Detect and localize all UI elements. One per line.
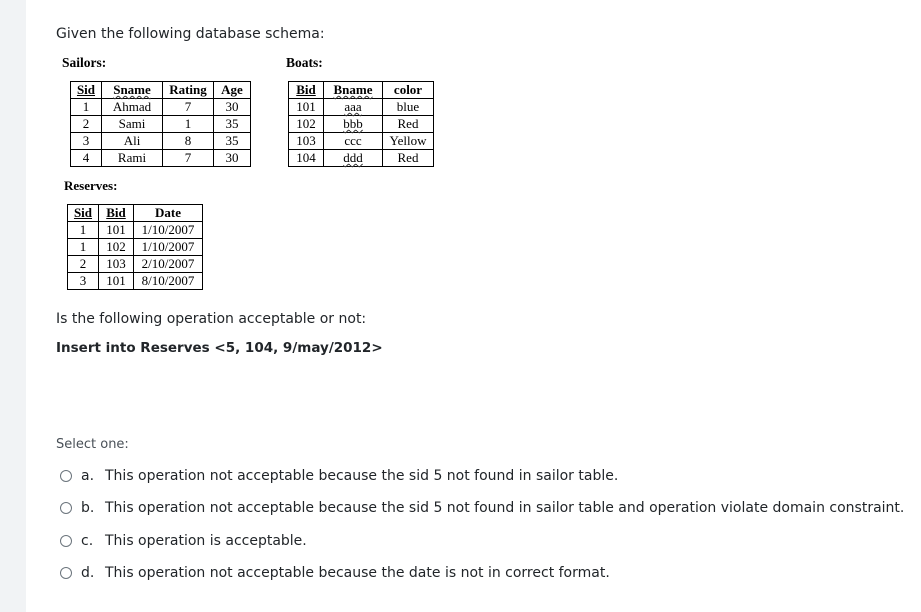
table-cell: 3: [71, 133, 102, 150]
table-cell: ccc: [324, 133, 383, 150]
table-cell: 103: [289, 133, 324, 150]
left-margin-bar: [0, 0, 26, 612]
radio-button-icon[interactable]: [60, 470, 72, 482]
table-cell: Yellow: [383, 133, 434, 150]
option-text: This operation not acceptable because the date is not in correct format.: [105, 565, 610, 581]
table-cell: aaa: [324, 99, 383, 116]
column-header: Sid: [68, 205, 99, 222]
column-header: Date: [134, 205, 203, 222]
answer-option-c[interactable]: [60, 531, 307, 551]
table-row: [68, 273, 203, 290]
column-header: Bname: [324, 82, 383, 99]
select-one-label: Select one:: [56, 437, 129, 452]
answer-option-d[interactable]: [60, 563, 610, 583]
table-row: [71, 133, 251, 150]
table-cell: 4: [71, 150, 102, 167]
table-cell: blue: [383, 99, 434, 116]
question-operation: Insert into Reserves <5, 104, 9/may/2012>: [56, 340, 383, 356]
radio-button-icon[interactable]: [60, 502, 72, 514]
column-header: Rating: [163, 82, 214, 99]
table-cell: Ali: [102, 133, 163, 150]
column-header: Age: [214, 82, 251, 99]
table-cell: Red: [383, 150, 434, 167]
option-letter: b.: [81, 500, 95, 516]
table-cell: 1: [163, 116, 214, 133]
column-header: Bid: [289, 82, 324, 99]
option-letter: d.: [81, 565, 95, 581]
table-cell: 3: [68, 273, 99, 290]
table-header-row: [71, 82, 251, 99]
table-cell: 7: [163, 99, 214, 116]
table-cell: 8: [163, 133, 214, 150]
option-text: This operation not acceptable because the sid 5 not found in sailor table.: [105, 468, 619, 484]
table-cell: 8/10/2007: [134, 273, 203, 290]
table-cell: 102: [99, 239, 134, 256]
reserves-table: [67, 204, 203, 290]
table-cell: 2: [68, 256, 99, 273]
table-row: [289, 99, 434, 116]
boats-table: [288, 81, 434, 167]
column-header: Sid: [71, 82, 102, 99]
option-letter: a.: [81, 468, 95, 484]
table-cell: Rami: [102, 150, 163, 167]
table-cell: Sami: [102, 116, 163, 133]
table-cell: 101: [289, 99, 324, 116]
table-cell: bbb: [324, 116, 383, 133]
answer-option-b[interactable]: [60, 498, 904, 518]
table-cell: ddd: [324, 150, 383, 167]
table-cell: 104: [289, 150, 324, 167]
table-cell: 102: [289, 116, 324, 133]
table-cell: 1: [68, 239, 99, 256]
table-cell: 101: [99, 222, 134, 239]
sailors-table: [70, 81, 251, 167]
reserves-label: Reserves:: [64, 178, 118, 193]
table-cell: 1/10/2007: [134, 239, 203, 256]
table-header-row: [68, 205, 203, 222]
table-cell: 101: [99, 273, 134, 290]
radio-button-icon[interactable]: [60, 567, 72, 579]
boats-label: Boats:: [286, 55, 323, 70]
table-cell: 1: [71, 99, 102, 116]
table-row: [71, 150, 251, 167]
table-cell: 2/10/2007: [134, 256, 203, 273]
table-cell: 35: [214, 116, 251, 133]
table-row: [289, 150, 434, 167]
table-row: [71, 116, 251, 133]
option-text: This operation is acceptable.: [105, 533, 307, 549]
table-row: [68, 256, 203, 273]
table-cell: 35: [214, 133, 251, 150]
table-cell: 103: [99, 256, 134, 273]
sailors-label: Sailors:: [62, 55, 107, 70]
table-cell: 1: [68, 222, 99, 239]
table-row: [68, 222, 203, 239]
table-row: [68, 239, 203, 256]
table-row: [71, 99, 251, 116]
table-row: [289, 116, 434, 133]
table-header-row: [289, 82, 434, 99]
table-row: [289, 133, 434, 150]
table-cell: 1/10/2007: [134, 222, 203, 239]
radio-button-icon[interactable]: [60, 535, 72, 547]
column-header: Sname: [102, 82, 163, 99]
option-letter: c.: [81, 533, 94, 549]
question-prompt: Is the following operation acceptable or not:: [56, 311, 367, 327]
answer-option-a[interactable]: [60, 466, 618, 486]
question-intro: Given the following database schema:: [56, 26, 325, 42]
option-text: This operation not acceptable because the sid 5 not found in sailor table and operation violate domain constraint.: [105, 500, 905, 516]
table-cell: 30: [214, 150, 251, 167]
table-cell: Red: [383, 116, 434, 133]
table-cell: 30: [214, 99, 251, 116]
table-cell: Ahmad: [102, 99, 163, 116]
column-header: color: [383, 82, 434, 99]
table-cell: 2: [71, 116, 102, 133]
column-header: Bid: [99, 205, 134, 222]
table-cell: 7: [163, 150, 214, 167]
